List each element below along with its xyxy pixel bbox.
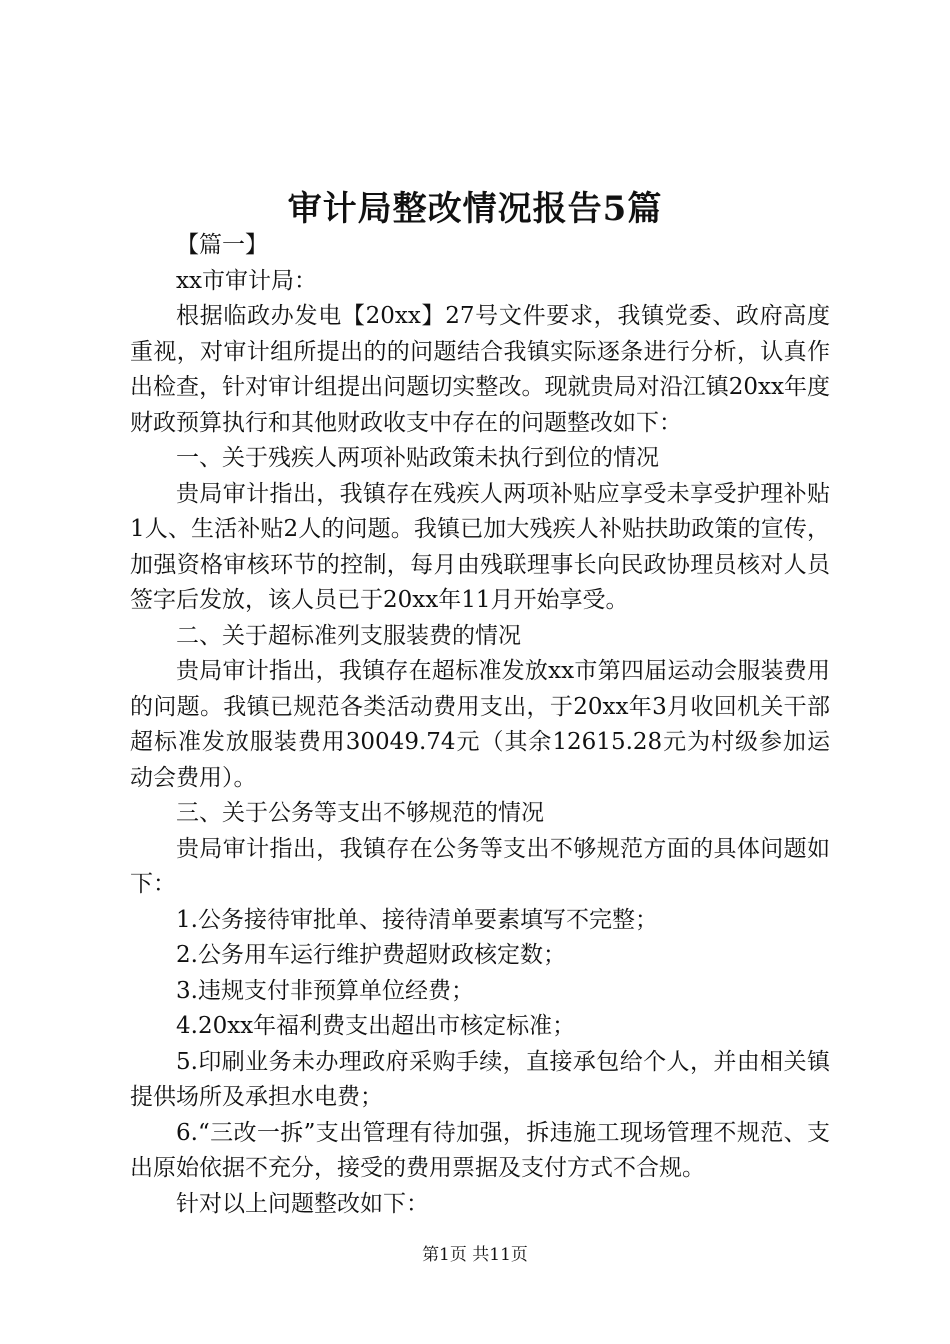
list-item: 5.印刷业务未办理政府采购手续，直接承包给个人，并由相关镇提供场所及承担水电费； (130, 1048, 830, 1110)
subheading: 三、关于公务等支出不够规范的情况 (176, 800, 544, 826)
paragraph: 贵局审计指出，我镇存在超标准发放xx市第四届运动会服装费用的问题。我镇已规范各类活动费用支出，于20xx年3月收回机关干部超标准发放服装费用30049.74元（其余12615.28元为村级参加运动会费用）。 (130, 658, 830, 791)
addressee: xx市审计局： (176, 267, 317, 294)
paragraph: 贵局审计指出，我镇存在公务等支出不够规范方面的具体问题如下： (130, 835, 830, 897)
document-title: 审计局整改情况报告5篇 (287, 189, 663, 229)
paragraph: 贵局审计指出，我镇存在残疾人两项补贴应享受未享受护理补贴1人、生活补贴2人的问题。我镇已加大残疾人补贴扶助政策的宣传，加强资格审核环节的控制，每月由残联理事长向民政协理员核对人员签字后发放，该人员已于20xx年11月开始享受。 (130, 480, 830, 613)
subheading: 二、关于超标准列支服装费的情况 (176, 622, 521, 649)
paragraph: 针对以上问题整改如下： (176, 1190, 429, 1217)
section-heading: 【篇一】 (176, 232, 268, 258)
list-item: 4.20xx年福利费支出超出市核定标准； (176, 1013, 576, 1039)
list-item: 3.违规支付非预算单位经费； (176, 977, 474, 1004)
page-footer: 第1页 共11页 (422, 1245, 528, 1265)
list-item: 6.“三改一拆”支出管理有待加强，拆违施工现场管理不规范、支出原始依据不充分，接受的费用票据及支付方式不合规。 (130, 1119, 830, 1181)
list-item: 2.公务用车运行维护费超财政核定数； (176, 942, 566, 968)
document-body (130, 228, 830, 1222)
paragraph: 根据临政办发电【20xx】27号文件要求，我镇党委、政府高度重视，对审计组所提出的的问题结合我镇实际逐条进行分析，认真作出检查，针对审计组提出问题切实整改。现就贵局对沿江镇20xx年度财政预算执行和其他财政收支中存在的问题整改如下： (130, 303, 830, 436)
list-item: 1.公务接待审批单、接待清单要素填写不完整； (176, 906, 658, 933)
subheading: 一、关于残疾人两项补贴政策未执行到位的情况 (176, 445, 659, 471)
